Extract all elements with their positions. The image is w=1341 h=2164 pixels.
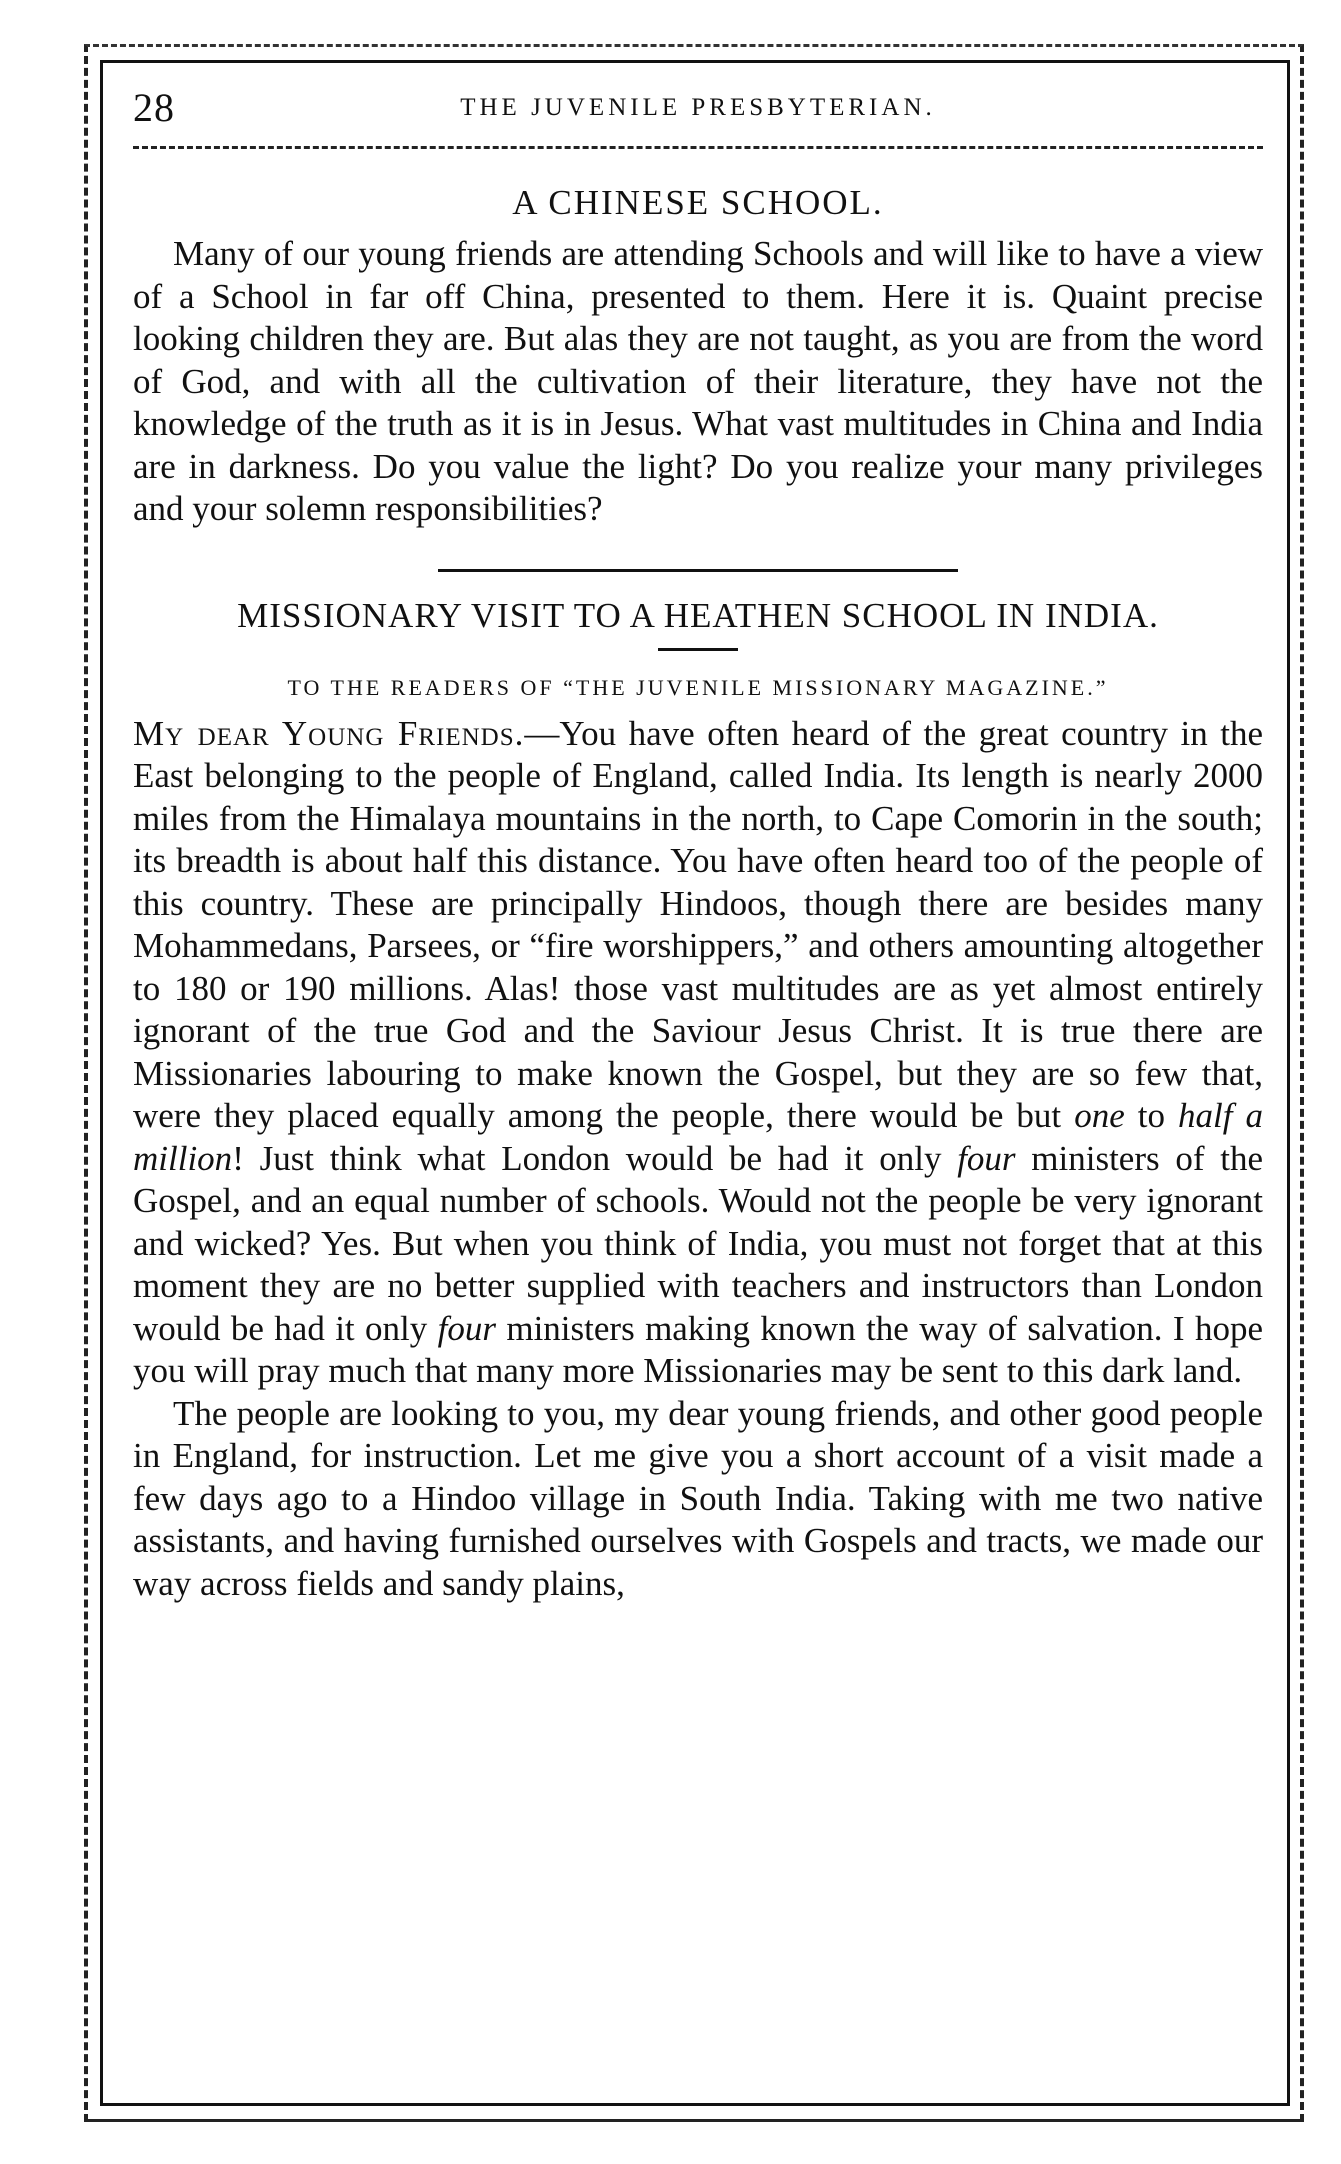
- italic-half-a-million: half a million: [133, 1096, 1263, 1178]
- italic-four-second: four: [437, 1308, 496, 1348]
- dedication-line: TO THE READERS OF “THE JUVENILE MISSIONARY MAGAZINE.”: [287, 674, 1109, 700]
- letter-paragraph-1: [133, 713, 1263, 1393]
- header-rule: [133, 146, 1263, 149]
- running-head: [133, 80, 1263, 140]
- letter-paragraph-2: The people are looking to you, my dear young friends, and other good people in England, for instruction. Let me give you a short account of a visit made a few days ago to a Hindoo village in South India. Taking with me two native assistants, and having furnished ourselves with Gospels and tracts, we made our way across fields and sandy plains,: [133, 1393, 1263, 1603]
- text-run: to: [1124, 1096, 1179, 1135]
- journal-title: THE JUVENILE PRESBYTERIAN.: [460, 94, 936, 121]
- article-title-chinese-school: A CHINESE SCHOOL.: [512, 183, 884, 222]
- article-title-missionary-visit: MISSIONARY VISIT TO A HEATHEN SCHOOL IN INDIA.: [237, 595, 1159, 635]
- section-divider: [438, 569, 958, 572]
- salutation: My dear Young Friends.: [133, 713, 525, 753]
- page-content: [133, 80, 1263, 1605]
- text-run: ministers making known the way of salvation. I hope you will pray much that many more Missionaries may be sent to this dark land.: [133, 1308, 1263, 1390]
- title-underline: [658, 648, 738, 651]
- italic-four: four: [957, 1138, 1016, 1178]
- italic-one: one: [1074, 1096, 1125, 1135]
- text-run: ! Just think what London would be had it only: [232, 1138, 958, 1178]
- article-body-chinese-school: Many of our young friends are attending Schools and will like to have a view of a School in far off China, presented to them. Here it is. Quaint precise looking children they are. But alas they are not taught, as you are from the word of God, and with all the cultivation of their literature, they have not the knowledge of the truth as it is in Jesus. What vast multitudes in China and India are in darkness. Do you value the light? Do you realize your many privileges and your solemn responsibilities?: [133, 234, 1263, 528]
- text-run: ministers of the Gospel, and an equal number of schools. Would not the people be very ignorant and wicked? Yes. But when you think of India, you must not forget that at this moment they are no better supplied with teachers and instructors than London would be had it only: [133, 1138, 1263, 1348]
- page-number: 28: [133, 85, 175, 130]
- text-run: —You have often heard of the great country in the East belonging to the people of England, called India. Its length is nearly 2000 miles from the Himalaya mountains in the north, to Cape Comorin in the south; its breadth is about half this distance. You have often heard too of the people of this country. These are principally Hindoos, though there are besides many Mohammedans, Parsees, or “fire worshippers,” and others amounting altogether to 180 or 190 millions. Alas! those vast multitudes are as yet almost entirely ignorant of the true God and the Saviour Jesus Christ. It is true there are Missionaries labouring to make known the Gospel, but they are so few that, were they placed equally among the people, there would be but: [133, 713, 1264, 1135]
